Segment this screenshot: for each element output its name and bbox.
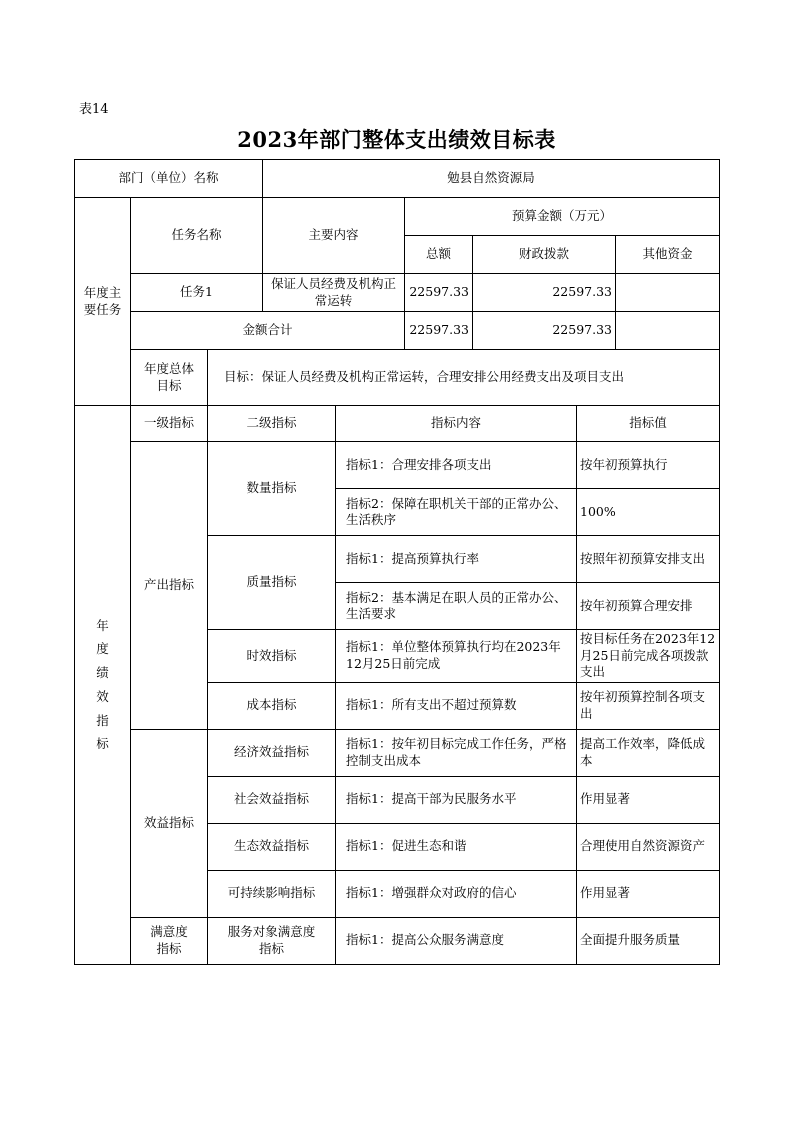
col-task-name: 任务名称 <box>131 198 263 274</box>
task-total: 22597.33 <box>405 274 473 312</box>
indicator-content: 指标1：按年初目标完成工作任务，严格控制支出成本 <box>336 729 577 776</box>
indicator-value: 提高工作效率，降低成本 <box>577 729 720 776</box>
task-fiscal: 22597.33 <box>473 274 616 312</box>
l2-cost: 成本指标 <box>208 682 336 729</box>
col-budget-amount: 预算金额（万元） <box>405 198 720 236</box>
col-main-content: 主要内容 <box>263 198 405 274</box>
l2-sustain: 可持续影响指标 <box>208 870 336 917</box>
dept-row <box>75 160 720 198</box>
indicator-value: 按年初预算控制各项支出 <box>577 682 720 729</box>
indicator-value: 全面提升服务质量 <box>577 917 720 964</box>
sum-other <box>616 312 720 350</box>
l1-output: 产出指标 <box>131 442 208 730</box>
h-l2: 二级指标 <box>208 406 336 442</box>
indicator-content: 指标1：提高公众服务满意度 <box>336 917 577 964</box>
h-value: 指标值 <box>577 406 720 442</box>
indicator-content: 指标1：合理安排各项支出 <box>336 442 577 489</box>
task-sum-row <box>75 312 720 350</box>
indicator-content: 指标1：促进生态和谐 <box>336 823 577 870</box>
h-content: 指标内容 <box>336 406 577 442</box>
col-fiscal: 财政拨款 <box>473 236 616 274</box>
dept-value: 勉县自然资源局 <box>263 160 720 198</box>
col-other: 其他资金 <box>616 236 720 274</box>
indicator-content: 指标1：增强群众对政府的信心 <box>336 870 577 917</box>
indicator-value: 按年初预算合理安排 <box>577 583 720 630</box>
task-section-label: 年度主要任务 <box>75 198 131 406</box>
h-l1: 一级指标 <box>131 406 208 442</box>
l2-quality: 质量指标 <box>208 536 336 630</box>
l1-benefit: 效益指标 <box>131 729 208 917</box>
l2-satisfaction: 服务对象满意度指标 <box>208 917 336 964</box>
l2-social: 社会效益指标 <box>208 776 336 823</box>
l2-quantity: 数量指标 <box>208 442 336 536</box>
indicator-value: 100% <box>577 489 720 536</box>
indicator-value: 作用显著 <box>577 870 720 917</box>
task-header-row-1 <box>75 198 720 236</box>
perf-section-label: 年度绩效指标 <box>75 406 131 965</box>
table-number-label: 表14 <box>79 102 109 117</box>
sum-label: 金额合计 <box>131 312 405 350</box>
task-row <box>75 274 720 312</box>
sum-total: 22597.33 <box>405 312 473 350</box>
l2-economic: 经济效益指标 <box>208 729 336 776</box>
col-total: 总额 <box>405 236 473 274</box>
overall-target-row <box>75 350 720 406</box>
indicator-content: 指标1：提高干部为民服务水平 <box>336 776 577 823</box>
indicator-value: 按年初预算执行 <box>577 442 720 489</box>
overall-target-text: 目标：保证人员经费及机构正常运转，合理安排公用经费支出及项目支出 <box>208 350 720 406</box>
indicator-value: 合理使用自然资源资产 <box>577 823 720 870</box>
task-other <box>616 274 720 312</box>
page-title: 2023年部门整体支出绩效目标表 <box>237 127 556 152</box>
task-name: 任务1 <box>131 274 263 312</box>
dept-label: 部门（单位）名称 <box>75 160 263 198</box>
perf-header-row <box>75 406 720 442</box>
perf-row <box>75 917 720 964</box>
indicator-content: 指标1：所有支出不超过预算数 <box>336 682 577 729</box>
indicator-value: 按照年初预算安排支出 <box>577 536 720 583</box>
indicator-content: 指标1：单位整体预算执行均在2023年12月25日前完成 <box>336 630 577 683</box>
indicator-value: 作用显著 <box>577 776 720 823</box>
indicator-content: 指标2：基本满足在职人员的正常办公、生活要求 <box>336 583 577 630</box>
perf-row <box>75 442 720 489</box>
l2-timeliness: 时效指标 <box>208 630 336 683</box>
indicator-content: 指标2：保障在职机关干部的正常办公、生活秩序 <box>336 489 577 536</box>
indicator-value: 按目标任务在2023年12月25日前完成各项拨款支出 <box>577 630 720 683</box>
task-content: 保证人员经费及机构正常运转 <box>263 274 405 312</box>
performance-target-table <box>74 159 720 965</box>
l1-satisfaction: 满意度指标 <box>131 917 208 964</box>
perf-row <box>75 729 720 776</box>
sum-fiscal: 22597.33 <box>473 312 616 350</box>
overall-target-label: 年度总体目标 <box>131 350 208 406</box>
l2-ecological: 生态效益指标 <box>208 823 336 870</box>
indicator-content: 指标1：提高预算执行率 <box>336 536 577 583</box>
